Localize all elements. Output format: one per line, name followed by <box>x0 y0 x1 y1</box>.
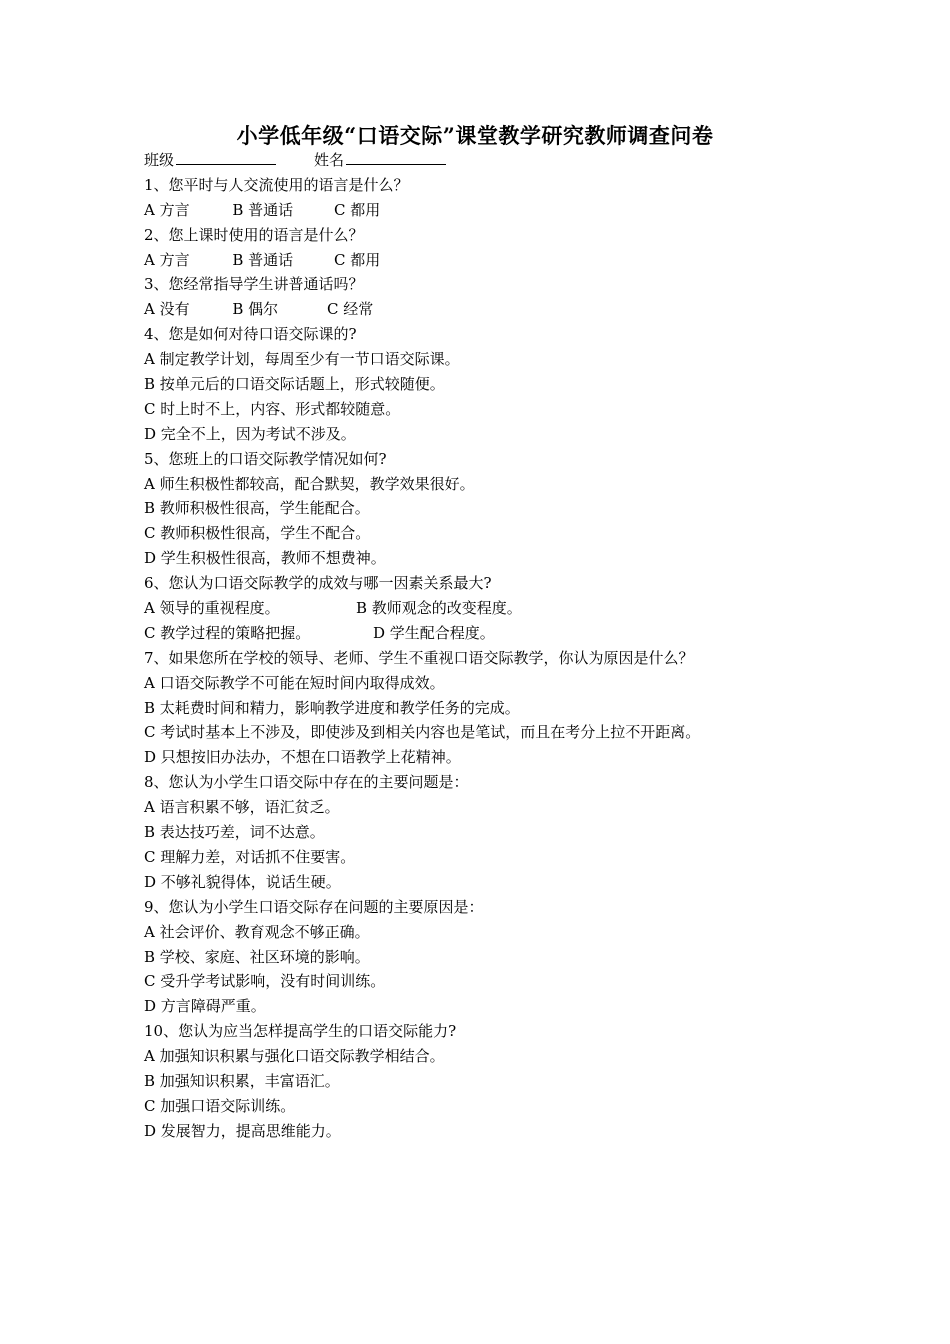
question-3: 3、您经常指导学生讲普通话吗？ <box>144 275 364 294</box>
question-2: 2、您上课时使用的语言是什么？ <box>144 225 364 244</box>
question-10-option-a: A 加强知识积累与强化口语交际教学相结合。 <box>144 1047 445 1066</box>
option-c: C 都用 <box>333 200 381 219</box>
question-4: 4、您是如何对待口语交际课的? <box>144 325 357 344</box>
name-label: 姓名 <box>314 151 345 169</box>
question-6-options-ab <box>144 596 784 621</box>
question-10-option-b: B 加强知识积累，丰富语汇。 <box>144 1071 340 1090</box>
question-9-option-a: A 社会评价、教育观念不够正确。 <box>144 922 370 941</box>
option-d: D 学生配合程度。 <box>373 623 495 642</box>
question-7-option-c: C 考试时基本上不涉及，即使涉及到相关内容也是笔试，而且在考分上拉不开距离。 <box>144 723 701 742</box>
question-5-option-d: D 学生积极性很高，教师不想费神。 <box>144 549 386 568</box>
question-5: 5、您班上的口语交际教学情况如何? <box>144 449 387 468</box>
question-8-option-d: D 不够礼貌得体，说话生硬。 <box>144 872 341 891</box>
option-b: B 偶尔 <box>232 300 279 319</box>
class-label: 班级 <box>144 151 175 169</box>
option-b: B 普通话 <box>232 250 294 269</box>
question-9-option-c: C 受升学考试影响，没有时间训练。 <box>144 972 386 991</box>
name-blank <box>346 148 446 165</box>
name-field <box>314 148 446 173</box>
question-5-option-b: B 教师积极性很高，学生能配合。 <box>144 499 370 518</box>
question-10-option-c: C 加强口语交际训练。 <box>144 1096 296 1115</box>
question-9-option-b: B 学校、家庭、社区环境的影响。 <box>144 947 370 966</box>
class-field <box>144 148 276 173</box>
option-b: B 教师观念的改变程度。 <box>356 599 522 618</box>
question-4-option-c: C 时上时不上，内容、形式都较随意。 <box>144 399 401 418</box>
option-c: C 教学过程的策略把握。 <box>144 623 311 642</box>
question-7-option-b: B 太耗费时间和精力，影响教学进度和教学任务的完成。 <box>144 698 520 717</box>
question-2-options <box>144 248 784 273</box>
question-6: 6、您认为口语交际教学的成效与哪一因素关系最大? <box>144 574 492 593</box>
question-9: 9、您认为小学生口语交际存在问题的主要原因是： <box>144 897 484 916</box>
option-b: B 普通话 <box>232 200 294 219</box>
option-c: C 都用 <box>333 250 381 269</box>
option-c: C 经常 <box>326 300 374 319</box>
question-9-option-d: D 方言障碍严重。 <box>144 997 266 1016</box>
question-4-option-d: D 完全不上，因为考试不涉及。 <box>144 424 356 443</box>
question-10-option-d: D 发展智力，提高思维能力。 <box>144 1121 341 1140</box>
option-a: A 方言 <box>144 200 190 219</box>
class-blank <box>176 148 276 165</box>
option-a: A 没有 <box>144 300 190 319</box>
info-fields <box>144 148 784 173</box>
question-5-option-c: C 教师积极性很高，学生不配合。 <box>144 524 371 543</box>
question-7: 7、如果您所在学校的领导、老师、学生不重视口语交际教学，你认为原因是什么？ <box>144 648 694 667</box>
question-3-options <box>144 297 784 322</box>
question-7-option-d: D 只想按旧办法办，不想在口语教学上花精神。 <box>144 748 461 767</box>
question-4-option-a: A 制定教学计划，每周至少有一节口语交际课。 <box>144 350 460 369</box>
question-10: 10、您认为应当怎样提高学生的口语交际能力? <box>144 1022 457 1041</box>
page-title: 小学低年级“口语交际”课堂教学研究教师调查问卷 <box>236 123 714 148</box>
question-7-option-a: A 口语交际教学不可能在短时间内取得成效。 <box>144 673 445 692</box>
question-8-option-c: C 理解力差，对话抓不住要害。 <box>144 847 356 866</box>
question-4-option-b: B 按单元后的口语交际话题上，形式较随便。 <box>144 375 445 394</box>
option-a: A 方言 <box>144 250 190 269</box>
question-6-options-cd <box>144 621 784 646</box>
question-1: 1、您平时与人交流使用的语言是什么？ <box>144 175 409 194</box>
question-5-option-a: A 师生积极性都较高，配合默契，教学效果很好。 <box>144 474 475 493</box>
question-8-option-a: A 语言积累不够，语汇贫乏。 <box>144 798 340 817</box>
option-a: A 领导的重视程度。 <box>144 599 280 618</box>
question-1-options <box>144 198 784 223</box>
question-8-option-b: B 表达技巧差，词不达意。 <box>144 823 325 842</box>
questionnaire-body <box>144 148 784 1144</box>
question-8: 8、您认为小学生口语交际中存在的主要问题是： <box>144 773 469 792</box>
